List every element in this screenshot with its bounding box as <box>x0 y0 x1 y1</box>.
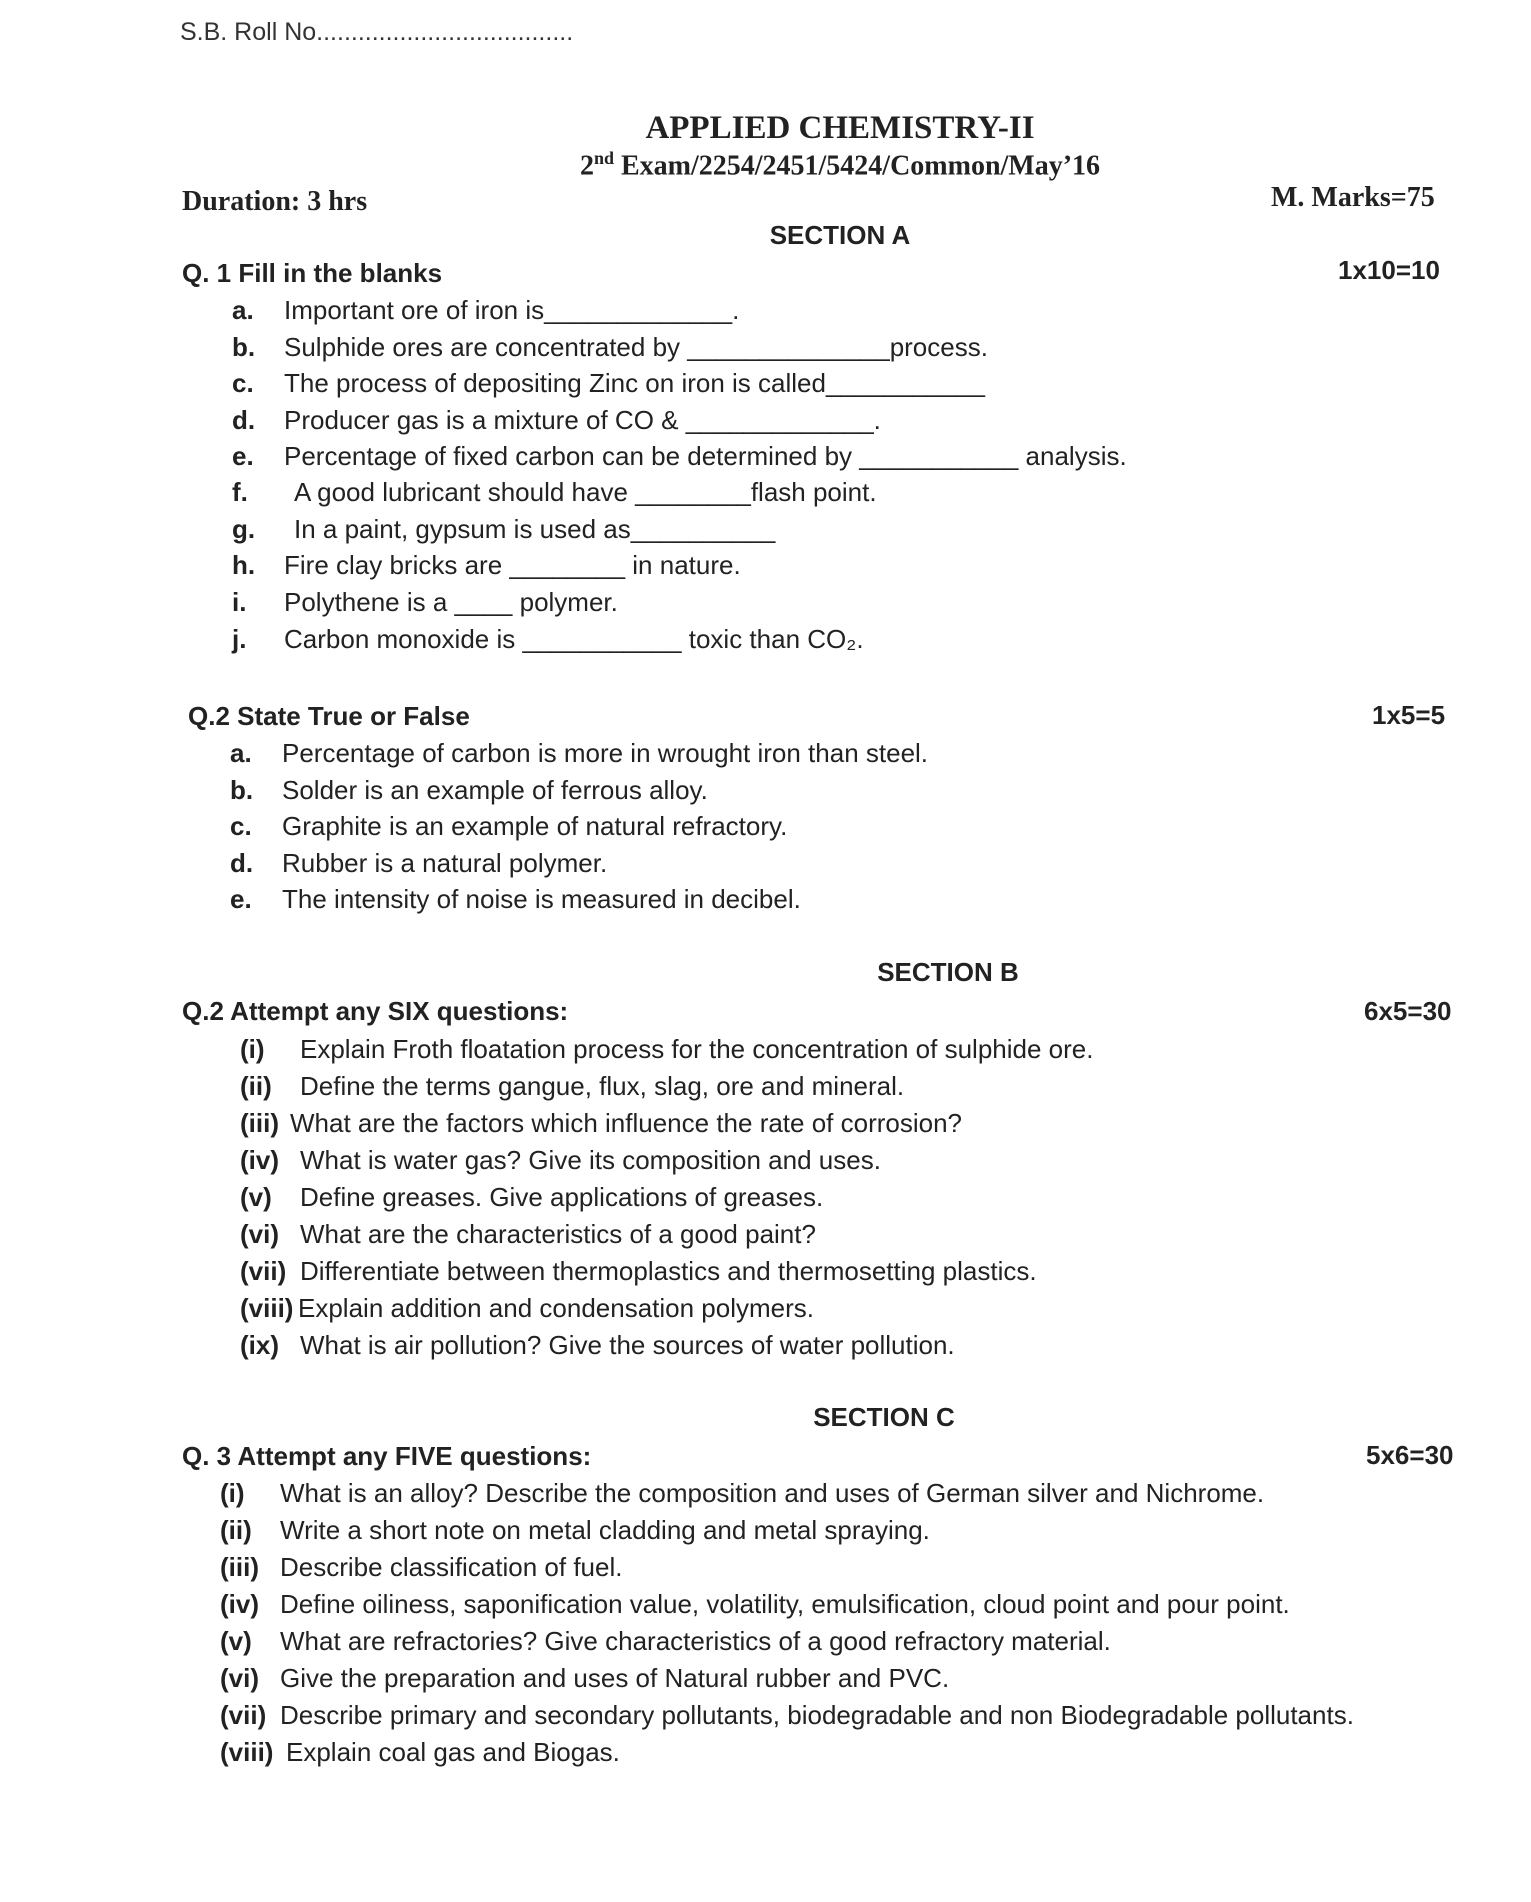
q1-heading: Q. 1 Fill in the blanks <box>182 258 443 288</box>
list-item: d. Producer gas is a mixture of CO & _____________. <box>232 405 881 435</box>
roll-number-line: S.B. Roll No..................................... <box>180 18 574 46</box>
list-item: (v) What are refractories? Give characteristics of a good refractory material. <box>220 1626 1111 1656</box>
list-item: (i) Explain Froth floatation process for the concentration of sulphide ore. <box>240 1034 1094 1064</box>
list-item: (vii) Describe primary and secondary pollutants, biodegradable and non Biodegradable pollutants. <box>220 1700 1354 1730</box>
section-c-title: SECTION C <box>813 1402 955 1432</box>
section-b-heading: Q.2 Attempt any SIX questions: <box>182 996 569 1026</box>
q1-marks: 1x10=10 <box>1338 255 1440 285</box>
q2-marks: 1x5=5 <box>1372 700 1446 730</box>
list-item: c. The process of depositing Zinc on iron is called___________ <box>232 368 986 398</box>
list-item: (vi) Give the preparation and uses of Natural rubber and PVC. <box>220 1663 950 1693</box>
list-item: (viii) Explain coal gas and Biogas. <box>220 1737 620 1767</box>
list-item: (iv) Define oiliness, saponification value, volatility, emulsification, cloud point and pour point. <box>220 1589 1290 1619</box>
list-item: a. Important ore of iron is_____________. <box>232 295 740 325</box>
list-item: f. A good lubricant should have ________flash point. <box>232 477 877 507</box>
section-b-title: SECTION B <box>877 957 1019 987</box>
list-item: (ii) Write a short note on metal cladding and metal spraying. <box>220 1515 930 1545</box>
max-marks: M. Marks=75 <box>1271 182 1435 213</box>
exam-code <box>0 148 1531 182</box>
list-item: j. Carbon monoxide is ___________ toxic than CO₂. <box>232 624 864 654</box>
list-item: b. Sulphide ores are concentrated by ______________process. <box>232 332 988 362</box>
exam-number: 2 <box>579 150 594 182</box>
section-b-marks: 6x5=30 <box>1364 996 1452 1026</box>
list-item: (iii) What are the factors which influence the rate of corrosion? <box>240 1108 963 1138</box>
list-item: i. Polythene is a ____ polymer. <box>232 587 618 617</box>
list-item: e. Percentage of fixed carbon can be determined by ___________ analysis. <box>232 441 1127 471</box>
section-a-title: SECTION A <box>769 220 911 250</box>
q2-heading: Q.2 State True or False <box>188 701 470 731</box>
list-item: e. The intensity of noise is measured in decibel. <box>230 884 801 914</box>
section-c-heading: Q. 3 Attempt any FIVE questions: <box>182 1441 592 1471</box>
exam-ordinal-suffix: nd <box>593 148 614 168</box>
list-item: (ix) What is air pollution? Give the sources of water pollution. <box>240 1330 955 1360</box>
list-item: a. Percentage of carbon is more in wrought iron than steel. <box>230 738 929 768</box>
list-item: (iv) What is water gas? Give its composition and uses. <box>240 1145 881 1175</box>
paper-title: APPLIED CHEMISTRY-II <box>645 110 1035 146</box>
list-item: (ii) Define the terms gangue, flux, slag, ore and mineral. <box>240 1071 905 1101</box>
list-item: c. Graphite is an example of natural refractory. <box>230 811 788 841</box>
list-item: (v) Define greases. Give applications of greases. <box>240 1182 824 1212</box>
list-item: (vi) What are the characteristics of a good paint? <box>240 1219 816 1249</box>
exam-details: Exam/2254/2451/5424/Common/May’16 <box>613 150 1101 182</box>
duration: Duration: 3 hrs <box>182 186 368 217</box>
list-item: (vii) Differentiate between thermoplastics and thermosetting plastics. <box>240 1256 1037 1286</box>
list-item: h. Fire clay bricks are ________ in nature. <box>232 550 741 580</box>
list-item: b. Solder is an example of ferrous alloy. <box>230 775 708 805</box>
list-item: d. Rubber is a natural polymer. <box>230 848 608 878</box>
list-item: g. In a paint, gypsum is used as__________ <box>232 514 776 544</box>
section-c-marks: 5x6=30 <box>1366 1440 1454 1470</box>
list-item: (iii) Describe classification of fuel. <box>220 1552 623 1582</box>
list-item: (i) What is an alloy? Describe the composition and uses of German silver and Nichrome. <box>220 1478 1265 1508</box>
list-item: (viii) Explain addition and condensation polymers. <box>240 1293 815 1323</box>
